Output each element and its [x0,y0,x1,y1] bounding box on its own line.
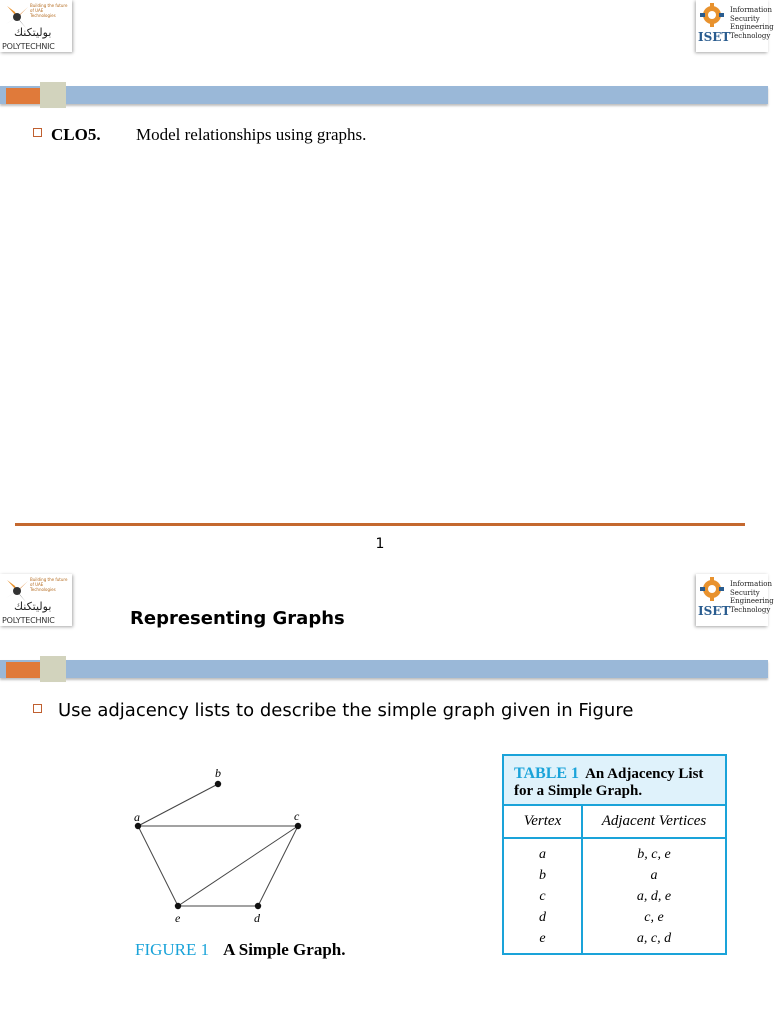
banner-tan-block [40,656,66,682]
bullet-square-icon [33,704,42,713]
cell-vertex: e [539,931,546,946]
graph-edge-c-d [258,826,298,906]
cell-adjacent: b, c, e [637,847,671,862]
banner-blue-bar [0,86,768,104]
slide-2 [0,574,774,1024]
column-header-adjacent: Adjacent Vertices [583,806,725,839]
table-row [504,910,725,931]
banner-tan-block [40,82,66,108]
iset-logo [696,574,774,626]
graph-vertex-b [215,781,221,787]
header-banner [0,656,768,682]
cell-vertex: b [539,868,546,883]
graph-label-e: e [175,911,181,925]
iset-lines [730,6,774,40]
table-row [504,889,725,910]
cell-adjacent: a [650,868,658,883]
iset-line: Technology [730,31,771,40]
graph-label-d: d [254,911,260,925]
graph-edge-c-e [178,826,298,906]
graph-label-b: b [215,766,221,780]
simple-graph-figure [120,760,380,940]
figure-caption [135,940,346,960]
graph-label-c: c [294,809,300,823]
iset-logo [696,0,774,52]
graph-vertex-e [175,903,181,909]
slide-title: Representing Graphs [130,608,345,629]
page-number: 1 [375,536,385,552]
polytechnic-name: POLYTECHNIC [2,42,55,51]
cell-adjacent: a, d, e [636,889,672,904]
bullet-square-icon [33,128,42,137]
table-title-line1: An Adjacency List [585,766,704,782]
cell-vertex: a [539,847,546,862]
graph-label-a: a [134,810,140,824]
polytechnic-logo [0,0,72,52]
adjacency-table [502,754,727,955]
table-row [504,931,725,952]
table-heading [504,756,725,806]
column-header-vertex: Vertex [504,806,581,839]
table-row [504,868,725,889]
iset-line: Technology [730,605,771,614]
cell-vertex: c [539,889,546,904]
iset-line: Information [730,580,773,588]
banner-orange-block [6,88,40,104]
figure-caption-text: A Simple Graph. [223,940,346,959]
graph-vertex-d [255,903,261,909]
figure-number: FIGURE 1 [135,940,210,959]
iset-acronym: ISET [698,604,731,618]
banner-orange-block [6,662,40,678]
iset-acronym: ISET [698,30,731,44]
iset-line: Engineering [730,23,774,31]
iset-gear-icon [698,2,728,30]
graph-vertex-c [295,823,301,829]
iset-gear-icon [698,576,728,604]
polytechnic-logo [0,574,72,626]
iset-lines [730,580,774,614]
cell-adjacent: c, e [644,910,664,925]
table-number: TABLE 1 [514,765,580,782]
iset-line: Information [730,6,773,14]
iset-line: Security [730,14,760,23]
polytechnic-name: POLYTECHNIC [2,616,55,625]
body-text: Use adjacency lists to describe the simple graph given in Figure [58,700,634,721]
cell-vertex: d [539,910,546,925]
table-title-line2: for a Simple Graph. [514,783,643,799]
polytechnic-arabic-name: بوليتكنك [14,600,52,613]
graph-edge-a-b [138,784,218,826]
header-banner [0,82,768,108]
polytechnic-arabic-name: بوليتكنك [14,26,52,39]
graph-edge-a-e [138,826,178,906]
banner-blue-bar [0,660,768,678]
cell-adjacent: a, c, d [636,931,672,946]
polytechnic-tagline: Building the future of UAE Technologies [30,3,68,18]
table-row [504,847,725,868]
clo-text: Model relationships using graphs. [136,125,367,144]
footer-divider [15,523,745,526]
iset-line: Security [730,588,760,597]
clo-label: CLO5. [51,125,101,144]
iset-line: Engineering [730,597,774,605]
polytechnic-tagline: Building the future of UAE Technologies [30,577,68,592]
